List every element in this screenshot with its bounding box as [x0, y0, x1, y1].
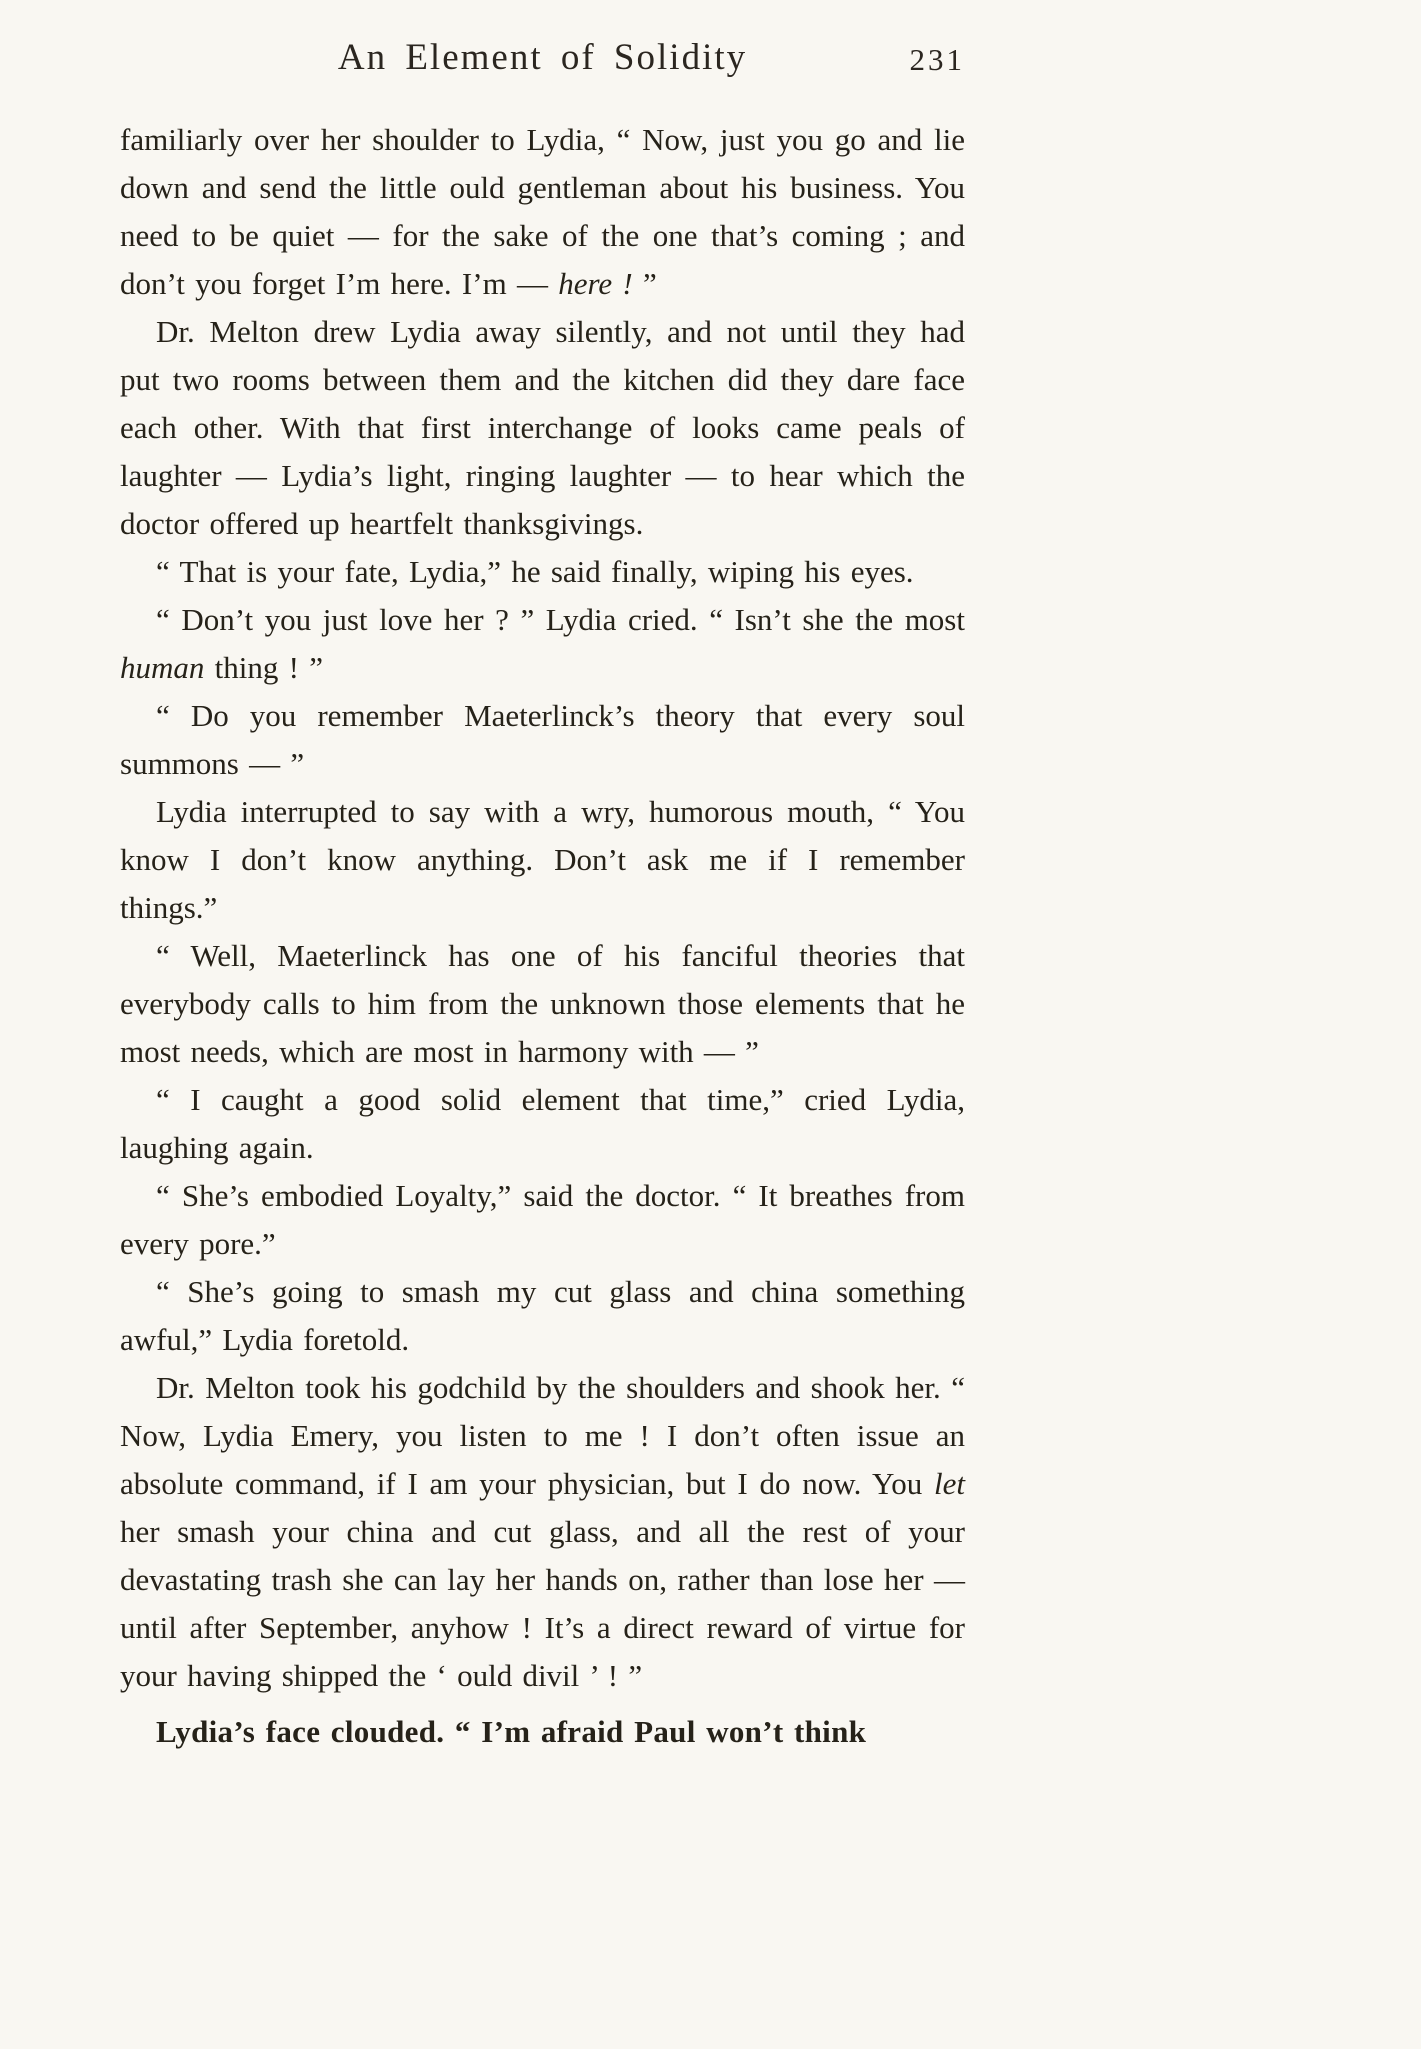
text-run: “ That is your fate, Lydia,” he said finally, wiping his eyes. [156, 554, 914, 589]
paragraph [120, 596, 965, 692]
paragraph [120, 932, 965, 1076]
italic-text-run: human [120, 650, 205, 685]
running-title: An Element of Solidity [337, 37, 748, 78]
text-run: Lydia’s face clouded. “ I’m afraid Paul won’t think [156, 1714, 867, 1749]
page-number: 231 [909, 42, 965, 77]
paragraph [120, 692, 965, 788]
page-header [120, 32, 965, 92]
text-run: “ She’s embodied Loyalty,” said the doctor. “ It breathes from every pore.” [120, 1178, 965, 1261]
text-run: “ Well, Maeterlinck has one of his fanciful theories that everybody calls to him from the unknown those elements that he most needs, which are most in harmony with — ” [120, 938, 965, 1069]
text-run: thing ! ” [204, 650, 323, 685]
text-run: “ Don’t you just love her ? ” Lydia cried. “ Isn’t she the most [156, 602, 965, 637]
text-run: Dr. Melton took his godchild by the shoulders and shook her. “ Now, Lydia Emery, you listen to me ! I don’t often issue an absolute command, if I am your physician, but I do now. You [120, 1370, 965, 1501]
text-run: Dr. Melton drew Lydia away silently, and not until they had put two rooms between them and the kitchen did they dare face each other. With that first interchange of looks came peals of laughter — Lydia’s light, ringing laughter — to hear which the doctor offered up heartfelt thanksgivings. [120, 314, 965, 541]
text-run: her smash your china and cut glass, and all the rest of your devastating trash she can lay her hands on, rather than lose her — until after September, anyhow ! It’s a direct reward of virtue for your having shipped the ‘ ould divil ’ ! ” [120, 1514, 965, 1693]
text-run: “ I caught a good solid element that time,” cried Lydia, laughing again. [120, 1082, 965, 1165]
paragraph [120, 1076, 965, 1172]
text-run: familiarly over her shoulder to Lydia, “ Now, just you go and lie down and send the little ould gentleman about his business. You need to be quiet — for the sake of the one that’s coming ; and don’t you forget I’m here. I’m — [120, 122, 965, 301]
text-run: “ Do you remember Maeterlinck’s theory that every soul summons — ” [120, 698, 965, 781]
page-body [120, 116, 965, 1756]
paragraph [120, 1172, 965, 1268]
paragraph [120, 1708, 965, 1756]
italic-text-run: let [934, 1466, 965, 1501]
text-run: ” [632, 266, 657, 301]
italic-text-run: here ! [558, 266, 633, 301]
paragraph [120, 1364, 965, 1700]
paragraph [120, 308, 965, 548]
paragraph [120, 788, 965, 932]
paragraph [120, 116, 965, 308]
paragraph [120, 1268, 965, 1364]
paragraph [120, 548, 965, 596]
text-run: “ She’s going to smash my cut glass and china something awful,” Lydia foretold. [120, 1274, 965, 1357]
text-run: Lydia interrupted to say with a wry, humorous mouth, “ You know I don’t know anything. Don’t ask me if I remember things.” [120, 794, 965, 925]
